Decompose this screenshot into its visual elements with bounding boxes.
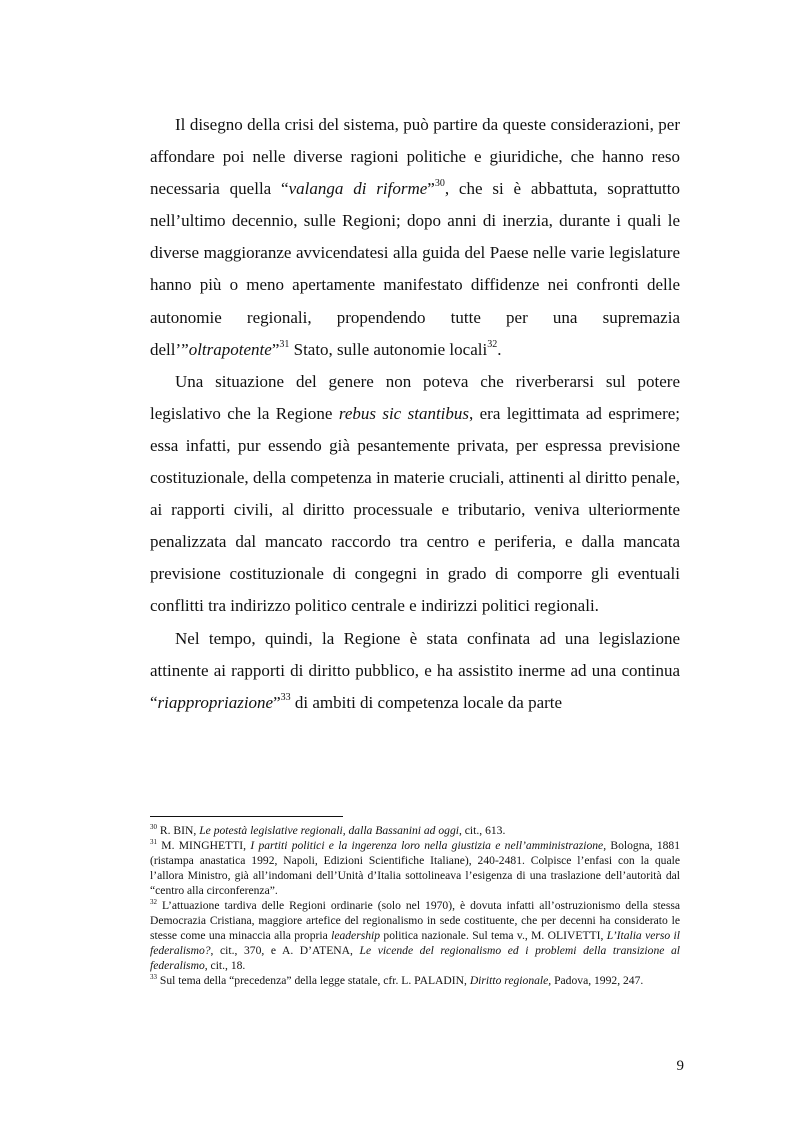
italic-title: Le potestà legislative regionali, dalla Bassanini ad oggi [199,824,459,837]
footnote-ref-32[interactable]: 32 [487,338,498,350]
italic-title: Diritto regionale, [469,974,552,988]
footnote-32 [150,898,680,973]
italic-term: riappropriazione [157,692,274,712]
italic-term: valanga di riforme [288,179,428,199]
footnotes [150,823,680,989]
text-run: M. MINGHETTI, [157,839,251,853]
footnote-number: 31 [150,838,157,847]
footnote-33 [150,973,680,988]
footnote-31 [150,838,680,898]
footnote-number: 33 [150,973,157,982]
text-run: Il disegno della crisi del sistema, può partire da queste considerazioni, per affondare poi nelle diverse ragioni politiche e giuridiche, che hanno reso necessaria quella “ [150,115,680,199]
text-run: politica nazionale. Sul tema v., M. OLIVETTI, [380,929,607,943]
text-run: , cit., 613. [458,824,506,837]
text-run: , era legittimata ad esprimere; essa infatti, pur essendo già pesantemente privata, per espressa previsione costituzionale, della competenza in materie cruciali, attinenti al diritto penale, ai rapporti civili, al diritto processuale e tributario, veniva ulteriormente penalizzata dal mancato raccordo tra centro e periferia, e dalla mancata previsione costituzionale di congegni in grado di comporre gli eventuali conflitti tra indirizzo politico centrale e indirizzi politici regionali. [150,403,680,616]
text-run: R. BIN, [157,824,200,837]
text-run: Nel tempo, quindi, la Regione è stata confinata ad una legislazione attinente ai rapporti di diritto pubblico, e ha assistito inerme ad una continua “ [150,628,680,712]
body-text [150,109,680,719]
footnote-number: 30 [150,823,157,831]
paragraph-3 [150,623,680,719]
text-run: Sul tema della “precedenza” della legge statale, cfr. L. PALADIN, [157,974,470,988]
paragraph-1 [150,109,680,366]
italic-term: rebus sic stantibus [338,403,470,423]
text-run: , che si è abbattuta, soprattutto nell’ultimo decennio, sulle Regioni; dopo anni di inerzia, durante i quali le diverse maggioranze avvicendatesi alla guida del Paese nelle varie legislature hanno più o meno apertamente manifestato diffidenze nei confronti delle autonomie regionali, propendendo tutte per una supremazia dell’” [150,179,680,359]
italic-title: L’Italia verso il federalismo? [150,929,680,958]
footnote-ref-33[interactable]: 33 [280,691,291,703]
text-run: Padova, 1992, 247. [551,974,644,988]
text-run: , cit., 18. [204,959,246,973]
text-run: ” [271,339,280,359]
text-run: L’attuazione tardiva delle Regioni ordinarie (solo nel 1970), è dovuta infatti all’ostruzionismo della stessa Democrazia Cristiana, maggiore artefice del regionalismo in sede costituente, che per decenni ha considerato le stesse come una minaccia alla propria [150,899,680,943]
text-run: , cit., 370, e A. D’ATENA, [210,944,360,958]
page-number: 9 [676,1058,684,1074]
text-run: ” [427,179,435,199]
text-run: , Bologna, 1881 (ristampa anastatica 1992, Napoli, Edizioni Scientifiche Italiane), 240-2481. Colpisce l’enfasi con la quale l’allora Ministro, già all’indomani dell’Unità d’Italia sottolineava l’esigenza di una traslazione dell’autorità dal “centro alla circonferenza”. [150,839,681,898]
paragraph-2 [150,366,680,623]
footnote-30 [150,823,680,838]
footnote-separator [150,816,343,817]
italic-term: leadership [331,929,381,943]
text-run: Stato, sulle autonomie locali [289,339,488,359]
footnote-ref-30[interactable]: 30 [434,178,445,190]
italic-title: I partiti politici e la ingerenza loro nella giustizia e nell’amministrazione [250,839,604,853]
footnote-number: 32 [150,898,157,907]
italic-title: Le vicende del regionalismo ed i problemi della transizione al federalismo [150,944,680,973]
text-run: Una situazione del genere non poteva che riverberarsi sul potere legislativo che la Regione [150,371,680,423]
italic-term: oltrapotente [188,339,272,359]
text-run: di ambiti di competenza locale da parte [290,692,563,712]
footnote-ref-31[interactable]: 31 [279,338,290,350]
text-run: . [497,339,502,359]
text-run: ” [273,692,281,712]
